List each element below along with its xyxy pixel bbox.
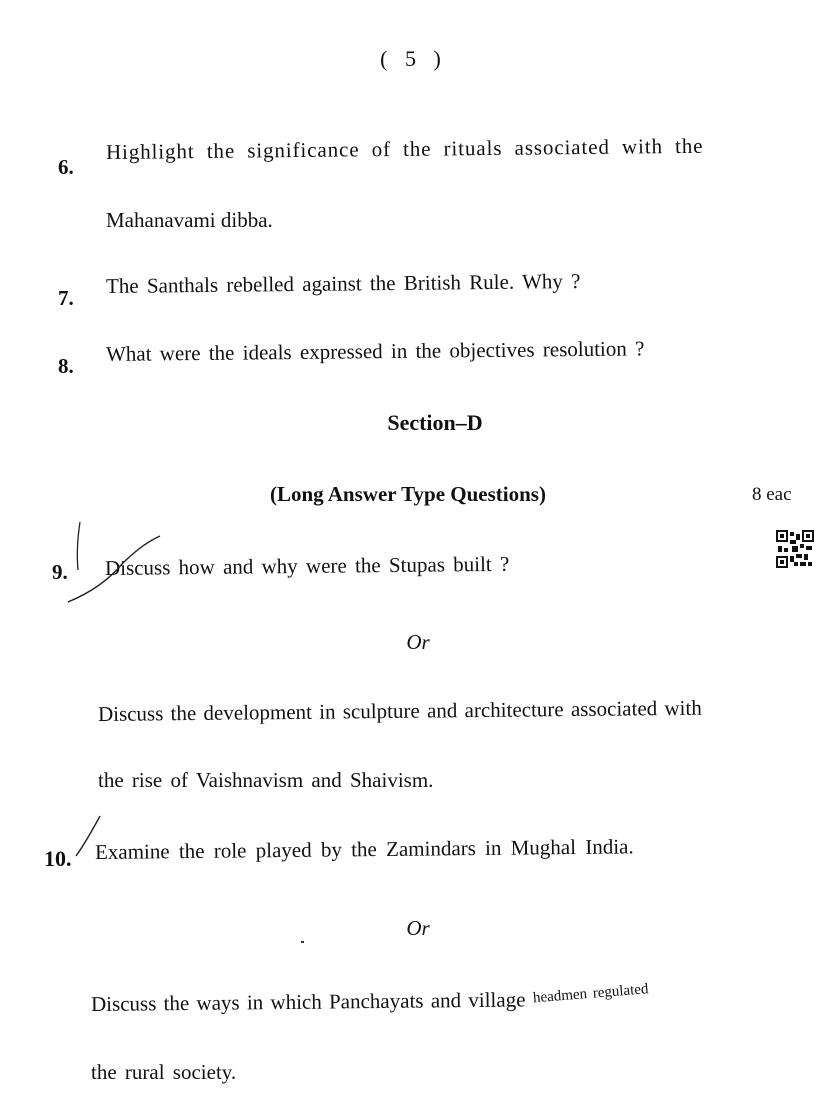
- section-subtitle: (Long Answer Type Questions): [270, 482, 546, 506]
- or-label-10: Or: [406, 916, 430, 940]
- question-6-text: Highlight the significance of the rituals associated with the: [105, 133, 704, 164]
- question-8-number: 8.: [58, 354, 74, 378]
- question-10-alternative-cont: the rural society.: [91, 1060, 237, 1084]
- qr-code-icon: [776, 530, 814, 568]
- question-9-alternative-cont: the rise of Vaishnavism and Shaivism.: [98, 768, 434, 792]
- question-9-number: 9.: [52, 560, 68, 584]
- question-10-alternative: [90, 981, 649, 1017]
- paper-speck: [301, 941, 304, 943]
- question-10-text: Examine the role played by the Zamindars in Mughal India.: [94, 834, 634, 864]
- question-10-alternative-main: Discuss the ways in which Panchayats and village: [90, 987, 526, 1016]
- question-10-alternative-small: headmen regulated: [532, 981, 649, 1007]
- marks-note: 8 eac: [752, 484, 792, 505]
- question-6-text-cont: Mahanavami dibba.: [106, 208, 273, 232]
- question-6-number: 6.: [58, 155, 74, 179]
- section-title: Section–D: [387, 410, 483, 435]
- question-10-number: 10.: [44, 846, 72, 871]
- page-number: ( 5 ): [380, 46, 447, 71]
- question-8-text: What were the ideals expressed in the objectives resolution ?: [105, 336, 645, 366]
- question-7-text: The Santhals rebelled against the British Rule. Why ?: [105, 269, 581, 298]
- question-7-number: 7.: [58, 286, 74, 310]
- or-label-9: Or: [406, 630, 430, 654]
- question-9-text: Discuss how and why were the Stupas built ?: [104, 551, 510, 580]
- question-9-alternative: Discuss the development in sculpture and architecture associated with: [97, 695, 702, 726]
